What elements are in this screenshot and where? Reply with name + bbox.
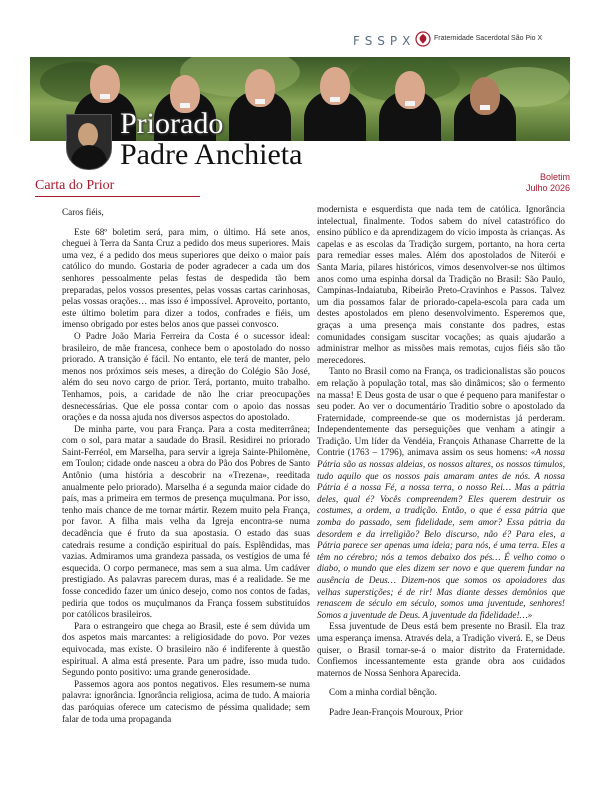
paragraph: Passemos agora aos pontos negativos. Eles resumem-se numa palavra: ignorância. Ignorância religiosa, acima de tudo. A maioria das paróquias oferece um catecismo de péssima qualidade; sem falar de toda uma propaganda (62, 678, 310, 724)
paragraph: Para o estrangeiro que chega ao Brasil, este é sem dúvida um dos aspetos mais marcantes: a religiosidade do povo. Por vezes equivocada, mas existe. O brasileiro não é indiferente à questão espiritual. A alma está presente. Para um padre, isso muda tudo. Segundo ponto positivo: uma grande generosidade. (62, 620, 310, 678)
top-bar (0, 30, 600, 50)
salutation: Caros fiéis, (62, 207, 104, 217)
paragraph-intro: Tanto no Brasil como na França, os tradicionalistas são poucos em relação à população total, mas são dinâmicos; são o fermento na massa! E Deus gosta de usar o que é pequeno para manifestar o seu poder. Ao ver o documentário Traditio sobre o apostolado da Fraternidade, compreende-se que os modernistas já perderam. Independentemente das perseguições que venham a atingir a Tradição. Um líder da Vendéia, François Athanase Charrette de la Contrie (1763 – 1796), animava assim os seus homens: (317, 366, 565, 458)
paragraph: O Padre João Maria Ferreira da Costa é o sucessor ideal: brasileiro, de mãe francesa, conhece bem o apostolado do nosso priorado. A transição é fácil. No entanto, ele terá de manter, pelo menos nos próximos seis meses, a direção do Colégio São José, além do seu novo cargo de prior. Terá, portanto, muito trabalho. Tenhamos, pois, a caridade de não lhe criar preocupações desnecessárias. Que ele possa contar com o apoio das nossas orações e da nossa ajuda nos diversos aspectos do apostolado. (62, 330, 310, 423)
fraternity-seal-icon (415, 31, 431, 47)
issue-type: Boletim (539, 172, 570, 182)
letter-column-left (62, 207, 310, 725)
charette-quote: «A nossa Pátria são as nossas aldeias, os nossos altares, os nossos túmulos, tudo aquilo que os nossos pais amaram antes de nós. A nossa Pátria é a nossa Fé, a nossa terra, o nosso Rei… Mas a pátria deles, qual é? Vocês compreendem? Eles querem destruir os costumes, a ordem, a tradição. Então, o que é essa pátria que zomba do passado, sem fidelidade, sem amor? Essa pátria da desordem e da irreligião? Belo discurso, não é? Para eles, a Pátria parece ser apenas uma ideia; para nós, é uma terra. Eles a têm no cérebro; nós a temos debaixo dos pés… É velho como o diabo, o mundo que eles dizem ser novo e que querem fundar na ausência de Deus… Dizem-nos que somos os apoiadores das velhas superstições; é de rir! Mas diante desses demônios que renascem de século em século, somos uma juventude, senhores! Somos a juventude de Deus. A juventude da fidelidade!…» (317, 447, 566, 620)
paragraph: De minha parte, vou para França. Para a costa mediterrânea; com o sol, para matar a saudade do Brasil. Residirei no priorado Saint-Ferréol, em Marselha, para servir a igreja Sainte-Philomène, em Toulon; cidade onde nasceu a obra do Pão dos Pobres de Santo Antônio (uma história a descobrir na «Trezena», reeditada anualmente pelo priorado). Marselha é a segunda maior cidade do país, mas a primeira em termos de presença muçulmana. Por isso, tenho mais chance de me tornar mártir. Rezem muito pela França, por favor. A filha mais velha da Igreja encontra-se numa decadência que é fruto da sua apostasia. O estado das suas catedrais resume a condição espiritual do país. Esplêndidas, mas vazias. Admiramos uma grandeza passada, os vestígios de uma fé esquecida. O corpo permanece, mas sem a sua alma. Um cadáver prestigiado. As palavras parecem duras, mas é a realidade. Se me fosse concedido fazer um único desejo, como nos contos de fadas, pediria que todos os muçulmanos da França fossem substituídos por católicos brasileiros. (62, 423, 310, 620)
signature: Padre Jean-François Mouroux, Prior (329, 706, 463, 717)
org-name: Fraternidade Sacerdotal São Pio X (434, 35, 543, 42)
closing: Com a minha cordial bênção. (329, 687, 437, 698)
paragraph: Essa juventude de Deus está bem presente no Brasil. Ela traz uma esperança imensa. Através dela, a Tradição viverá. E, se Deus quiser, o Brasil tornar-se-á o maior distrito da Fraternidade. Confiemos incessantemente esta grande obra aos cuidados maternos de Nossa Senhora Aparecida. (317, 621, 565, 678)
paragraph (317, 366, 565, 621)
title-line-2: Padre Anchieta (120, 138, 303, 171)
paragraph-continued: modernista e esquerdista que nada tem de católica. Ignorância intelectual, finalmente. Todos sabem do nível catastrófico do ensino público e da aprendizagem do vício imposta às crianças. As capelas e as escolas da Tradição surgem, portanto, na hora certa para remediar esses males. Além dos apostolados de Niterói e Santa Maria, pilares históricos, vimos desenvolver-se nos últimos anos como uma espinha dorsal da Tradição no Brasil: São Paulo, Campinas-Indaiatuba, Ribeirão Preto-Cravinhos e Passos. Talvez um dia possamos falar de priorado-capela-escola para cada um destes apostolados em pleno desenvolvimento. Esperemos que, graças a uma presença mais constante dos padres, estas comunidades consigam suscitar vocações; as quais ajudarão a administrar melhor as missões mais remotas, cujos fiéis são tão merecedores. (317, 204, 565, 365)
org-letters: FSSPX (353, 34, 416, 48)
letter-column-right (317, 204, 565, 719)
anchieta-portrait (66, 114, 112, 170)
section-title: Carta do Prior (35, 178, 115, 193)
title-line-1: Priorado (120, 107, 224, 140)
section-divider (35, 196, 200, 197)
paragraph: Este 68º boletim será, para mim, o último. Há sete anos, cheguei à Terra da Santa Cruz a pedido dos meus superiores. Mais uma vez, é a pedido dos meus superiores que deixo o maior país católico do mundo. Gostaria de poder agradecer a cada um dos senhores pessoalmente pelas festas de despedida tão bem preparadas, pelos vossos presentes, pelas vossas cartas carinhosas, pelas vossas orações… mas isso é impossível. Aproveito, portanto, este último boletim para dizer a todos, confrades e fiéis, um imenso obrigado por estes belos anos que passei convosco. (62, 226, 310, 330)
issue-info (526, 172, 570, 194)
issue-date: Julho 2026 (525, 183, 570, 193)
